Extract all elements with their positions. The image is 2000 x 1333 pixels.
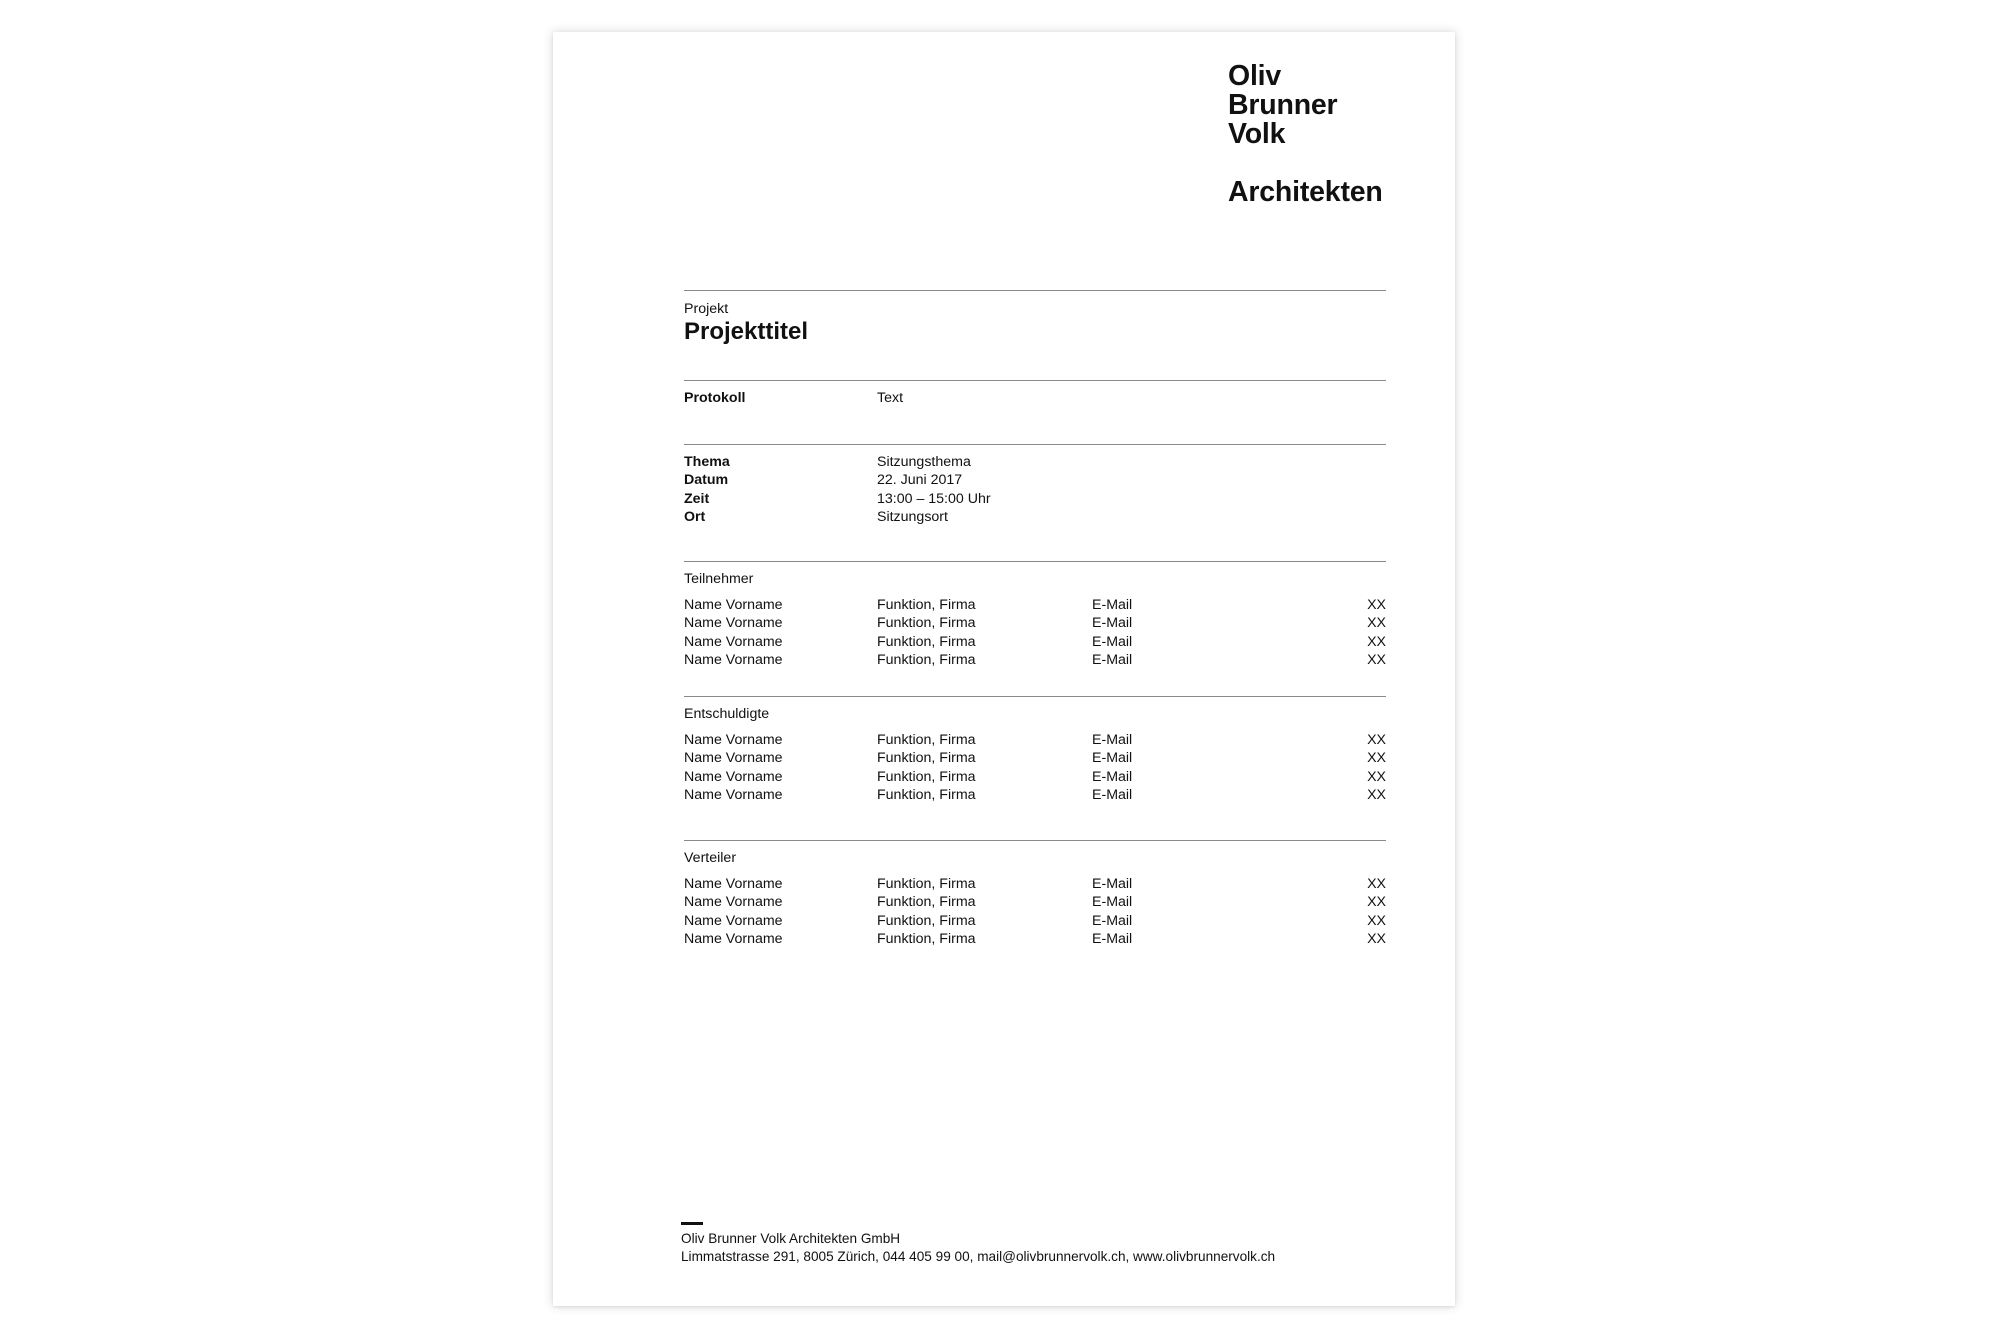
person-name: Name Vorname <box>684 597 783 613</box>
person-email: E-Mail <box>1092 768 1133 785</box>
person-function: Funktion, Firma <box>877 876 976 892</box>
person-code: XX <box>1367 912 1386 929</box>
list-item <box>684 875 1386 893</box>
person-function: Funktion, Firma <box>877 633 976 650</box>
person-code: XX <box>1367 750 1386 767</box>
logo-line: Volk <box>1228 118 1286 150</box>
person-function: Funktion, Firma <box>877 615 976 632</box>
logo-line: Brunner <box>1228 89 1338 121</box>
person-name: Name Vorname <box>684 768 783 785</box>
logo-line: Oliv <box>1228 60 1282 92</box>
meeting-value-date: 22. Juni 2017 <box>877 472 963 489</box>
section-title-distribution: Verteiler <box>684 850 737 866</box>
list-item <box>684 930 1386 948</box>
person-name: Name Vorname <box>684 633 783 650</box>
person-code: XX <box>1367 787 1386 804</box>
meeting-label-date: Datum <box>684 472 729 489</box>
divider <box>684 561 1386 562</box>
person-function: Funktion, Firma <box>877 787 976 804</box>
meeting-label-location: Ort <box>684 509 706 526</box>
person-name: Name Vorname <box>684 912 783 929</box>
list-item <box>684 786 1386 804</box>
list-item <box>684 768 1386 786</box>
protocol-value: Text <box>877 390 904 406</box>
excused-list <box>684 731 1386 805</box>
divider <box>684 444 1386 445</box>
person-function: Funktion, Firma <box>877 912 976 929</box>
person-email: E-Mail <box>1092 931 1133 948</box>
person-code: XX <box>1367 652 1386 669</box>
person-code: XX <box>1367 615 1386 632</box>
participants-list <box>684 596 1386 670</box>
person-email: E-Mail <box>1092 876 1133 892</box>
footer-company: Oliv Brunner Volk Architekten GmbH <box>681 1231 901 1246</box>
section-title-participants: Teilnehmer <box>684 571 754 587</box>
project-label: Projekt <box>684 301 729 317</box>
person-email: E-Mail <box>1092 615 1133 632</box>
divider <box>684 380 1386 381</box>
person-function: Funktion, Firma <box>877 894 976 911</box>
footer-dash <box>681 1222 703 1225</box>
person-function: Funktion, Firma <box>877 597 976 613</box>
person-name: Name Vorname <box>684 876 783 892</box>
person-function: Funktion, Firma <box>877 931 976 948</box>
person-code: XX <box>1367 876 1386 892</box>
meeting-value-location: Sitzungsort <box>877 509 948 526</box>
footer-address: Limmatstrasse 291, 8005 Zürich, 044 405 99 00, mail@olivbrunnervolk.ch, www.olivbrunnervolk.ch <box>681 1249 1276 1265</box>
divider <box>684 696 1386 697</box>
distribution-list <box>684 875 1386 949</box>
divider <box>684 840 1386 841</box>
person-function: Funktion, Firma <box>877 652 976 669</box>
list-item <box>684 651 1386 669</box>
person-email: E-Mail <box>1092 912 1133 929</box>
meeting-label-time: Zeit <box>684 490 710 507</box>
logo-subtitle: Architekten <box>1228 176 1383 208</box>
person-code: XX <box>1367 768 1386 785</box>
person-name: Name Vorname <box>684 732 783 748</box>
person-name: Name Vorname <box>684 787 783 804</box>
person-name: Name Vorname <box>684 750 783 767</box>
list-item <box>684 893 1386 911</box>
meeting-value-time: 13:00 – 15:00 Uhr <box>877 490 991 507</box>
person-email: E-Mail <box>1092 787 1133 804</box>
person-email: E-Mail <box>1092 652 1133 669</box>
company-logo <box>1228 62 1383 207</box>
list-item <box>684 912 1386 930</box>
divider <box>684 290 1386 291</box>
person-email: E-Mail <box>1092 597 1133 613</box>
person-function: Funktion, Firma <box>877 732 976 748</box>
person-function: Funktion, Firma <box>877 768 976 785</box>
person-name: Name Vorname <box>684 931 783 948</box>
section-title-excused: Entschuldigte <box>684 706 770 722</box>
list-item <box>684 749 1386 767</box>
project-title: Projekttitel <box>684 318 809 345</box>
person-function: Funktion, Firma <box>877 750 976 767</box>
list-item <box>684 596 1386 614</box>
footer <box>681 1230 1275 1267</box>
list-item <box>684 633 1386 651</box>
meeting-values <box>877 453 991 527</box>
person-code: XX <box>1367 633 1386 650</box>
person-code: XX <box>1367 597 1386 613</box>
list-item <box>684 614 1386 632</box>
person-name: Name Vorname <box>684 894 783 911</box>
person-code: XX <box>1367 732 1386 748</box>
meeting-labels <box>684 453 730 527</box>
protocol-label: Protokoll <box>684 390 746 406</box>
meeting-label-topic: Thema <box>684 454 730 470</box>
list-item <box>684 731 1386 749</box>
person-email: E-Mail <box>1092 732 1133 748</box>
person-name: Name Vorname <box>684 652 783 669</box>
person-code: XX <box>1367 894 1386 911</box>
meeting-value-topic: Sitzungsthema <box>877 454 971 470</box>
person-email: E-Mail <box>1092 894 1133 911</box>
document-page <box>553 32 1455 1306</box>
person-name: Name Vorname <box>684 615 783 632</box>
person-code: XX <box>1367 931 1386 948</box>
person-email: E-Mail <box>1092 633 1133 650</box>
person-email: E-Mail <box>1092 750 1133 767</box>
